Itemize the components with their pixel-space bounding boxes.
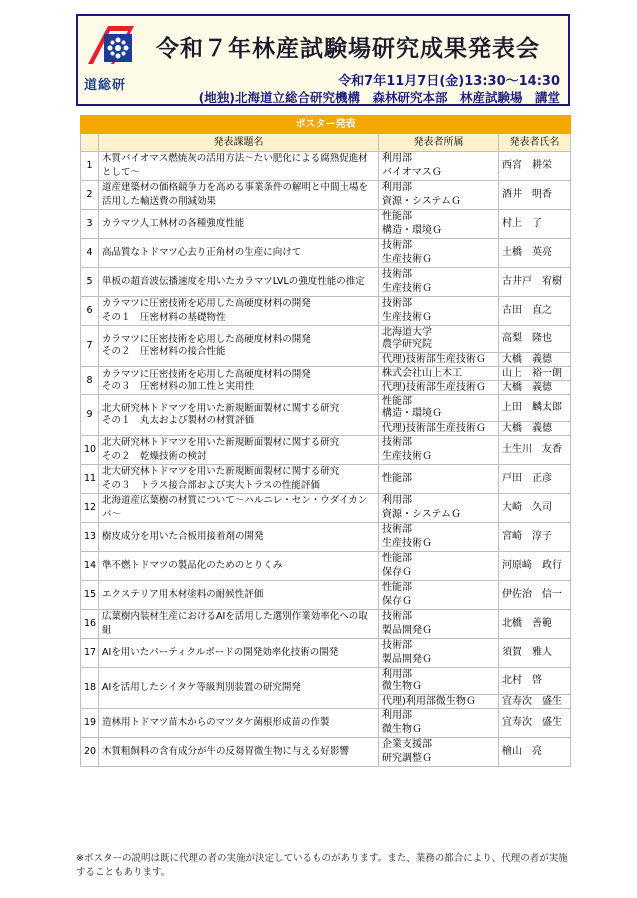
presentation-title: 広葉樹内装材生産におけるAIを活用した選別作業効率化への取組 — [99, 610, 379, 639]
presenter-name: 大崎 久司 — [499, 494, 571, 523]
presentation-title: 道産建築材の価格競争力を高める事業条件の解明と中間土場を活用した輸送費の削減効果 — [99, 181, 379, 210]
table-row — [81, 326, 571, 353]
presenter-name: 檜山 亮 — [499, 738, 571, 767]
row-number: 20 — [81, 738, 99, 767]
table-row — [81, 152, 571, 181]
row-number: 7 — [81, 326, 99, 367]
row-number: 8 — [81, 367, 99, 395]
col-header-name: 発表者氏名 — [499, 134, 571, 152]
presentation-title: 高品質なトドマツ心去り正角材の生産に向けて — [99, 239, 379, 268]
event-datetime: 令和7年11月7日(金)13:30～14:30 — [338, 74, 560, 89]
presenter-name: 宮崎 淳子 — [499, 523, 571, 552]
presenter-name: 河原﨑 政行 — [499, 552, 571, 581]
table-row — [81, 210, 571, 239]
table-row — [81, 709, 571, 738]
row-number: 6 — [81, 297, 99, 326]
table-row — [81, 668, 571, 695]
col-header-no — [81, 134, 99, 152]
table-row — [81, 639, 571, 668]
row-number: 9 — [81, 395, 99, 436]
presenter-name: 戸田 正彦 — [499, 465, 571, 494]
row-number: 17 — [81, 639, 99, 668]
poster-table-wrap — [80, 115, 570, 767]
presenter-affiliation: 利用部 資源・システムＧ — [379, 494, 499, 523]
footnote: ※ポスターの説明は既に代理の者の実施が決定しているものがあります。また、業務の都合により、代理の者が実施することもあります。 — [76, 853, 568, 878]
presenter-name: 伊佐治 信一 — [499, 581, 571, 610]
table-row — [81, 465, 571, 494]
presenter-name: 須賀 雅人 — [499, 639, 571, 668]
presenter-affiliation: 代理)技術部生産技術Ｇ — [379, 381, 499, 395]
table-row — [81, 581, 571, 610]
row-number: 14 — [81, 552, 99, 581]
presenter-name: 北橋 善範 — [499, 610, 571, 639]
table-row — [81, 268, 571, 297]
hokkaido-logo-icon — [88, 26, 134, 64]
presenter-name: 村上 了 — [499, 210, 571, 239]
presenter-affiliation: 利用部 バイオマスＧ — [379, 152, 499, 181]
presentation-title: 単板の超音波伝播速度を用いたカラマツLVLの強度性能の推定 — [99, 268, 379, 297]
header-box — [76, 14, 570, 106]
presenter-name: 西宮 耕栄 — [499, 152, 571, 181]
presenter-affiliation: 技術部 生産技術Ｇ — [379, 297, 499, 326]
presenter-affiliation: 技術部 製品開発Ｇ — [379, 639, 499, 668]
table-row — [81, 239, 571, 268]
row-number: 5 — [81, 268, 99, 297]
presentation-title: 造林用トドマツ苗木からのマツタケ菌根形成苗の作製 — [99, 709, 379, 738]
presenter-affiliation: 技術部 生産技術Ｇ — [379, 523, 499, 552]
table-row — [81, 395, 571, 422]
presenter-name: 古井戸 宥樹 — [499, 268, 571, 297]
row-number: 18 — [81, 668, 99, 709]
table-row — [81, 552, 571, 581]
presenter-affiliation: 性能部 構造・環境Ｇ — [379, 395, 499, 422]
presentation-title: 北大研究林トドマツを用いた新規断面製材に関する研究 その３ トラス接合部および実大トラスの性能評価 — [99, 465, 379, 494]
presenter-affiliation: 技術部 生産技術Ｇ — [379, 436, 499, 465]
presentation-title: 北海道産広葉樹の材質について～ハルニレ・セン・ウダイカンバ～ — [99, 494, 379, 523]
presenter-name: 大橋 義德 — [499, 422, 571, 436]
presenter-name: 北村 啓 — [499, 668, 571, 695]
col-header-title: 発表課題名 — [99, 134, 379, 152]
row-number: 15 — [81, 581, 99, 610]
presenter-affiliation: 代理)技術部生産技術Ｇ — [379, 353, 499, 367]
presenter-name: 宜寿次 盛生 — [499, 695, 571, 709]
presenter-affiliation: 代理)技術部生産技術Ｇ — [379, 422, 499, 436]
row-number: 1 — [81, 152, 99, 181]
presentation-title: 北大研究林トドマツを用いた新規断面製材に関する研究 その２ 乾燥技術の検討 — [99, 436, 379, 465]
event-venue: (地独)北海道立総合研究機構 森林研究本部 林産試験場 講堂 — [198, 90, 560, 105]
presentation-title: AIを活用したシイタケ等級判別装置の研究開発 — [99, 668, 379, 709]
presentation-title: 樹皮成分を用いた合板用接着剤の開発 — [99, 523, 379, 552]
row-number: 13 — [81, 523, 99, 552]
presenter-affiliation: 性能部 構造・環境Ｇ — [379, 210, 499, 239]
col-header-affiliation: 発表者所属 — [379, 134, 499, 152]
presenter-name: 古田 直之 — [499, 297, 571, 326]
presentation-title: カラマツに圧密技術を応用した高硬度材料の開発 その１ 圧密材料の基礎物性 — [99, 297, 379, 326]
presenter-affiliation: 代理)利用部微生物Ｇ — [379, 695, 499, 709]
row-number: 10 — [81, 436, 99, 465]
presentation-title: カラマツ人工林材の各種強度性能 — [99, 210, 379, 239]
presenter-name: 土橋 英亮 — [499, 239, 571, 268]
presentation-title: カラマツに圧密技術を応用した高硬度材料の開発 その３ 圧密材料の加工性と実用性 — [99, 367, 379, 395]
presenter-affiliation: 性能部 保存Ｇ — [379, 552, 499, 581]
presenter-name: 土生川 友香 — [499, 436, 571, 465]
presenter-affiliation: 性能部 — [379, 465, 499, 494]
presentation-title: 準不燃トドマツの製品化のためのとりくみ — [99, 552, 379, 581]
presenter-name: 酒井 明香 — [499, 181, 571, 210]
presentation-title: AIを用いたパーティクルボードの開発効率化技術の開発 — [99, 639, 379, 668]
table-body — [81, 152, 571, 767]
table-row — [81, 494, 571, 523]
presenter-name: 大橋 義德 — [499, 381, 571, 395]
presenter-affiliation: 性能部 保存Ｇ — [379, 581, 499, 610]
presenter-name: 大橋 義德 — [499, 353, 571, 367]
presenter-affiliation: 利用部 資源・システムＧ — [379, 181, 499, 210]
table-row — [81, 436, 571, 465]
table-row — [81, 738, 571, 767]
presentation-title: エクステリア用木材塗料の耐候性評価 — [99, 581, 379, 610]
row-number: 16 — [81, 610, 99, 639]
presenter-name: 山上 裕一朗 — [499, 367, 571, 381]
page-title: 令和７年林産試験場研究成果発表会 — [156, 36, 540, 62]
presentation-title: 北大研究林トドマツを用いた新規断面製材に関する研究 その１ 丸太および製材の材質評価 — [99, 395, 379, 436]
table-row — [81, 610, 571, 639]
row-number: 4 — [81, 239, 99, 268]
presenter-name: 上田 麟太郎 — [499, 395, 571, 422]
presentation-title: カラマツに圧密技術を応用した高硬度材料の開発 その２ 圧密材料の接合性能 — [99, 326, 379, 367]
presenter-name: 宜寿次 盛生 — [499, 709, 571, 738]
presenter-affiliation: 技術部 製品開発Ｇ — [379, 610, 499, 639]
row-number: 3 — [81, 210, 99, 239]
presentation-title: 木質バイオマス燃焼灰の活用方法～たい肥化による腐熟促進材として～ — [99, 152, 379, 181]
row-number: 12 — [81, 494, 99, 523]
presenter-affiliation: 利用部 微生物Ｇ — [379, 709, 499, 738]
presenter-affiliation: 技術部 生産技術Ｇ — [379, 268, 499, 297]
row-number: 2 — [81, 181, 99, 210]
table-row — [81, 367, 571, 381]
table-banner: ポスター発表 — [81, 116, 571, 134]
presenter-affiliation: 北海道大学 農学研究院 — [379, 326, 499, 353]
table-row — [81, 181, 571, 210]
row-number: 11 — [81, 465, 99, 494]
presenter-affiliation: 技術部 生産技術Ｇ — [379, 239, 499, 268]
presenter-affiliation: 企業支援部 研究調整Ｇ — [379, 738, 499, 767]
poster-table — [80, 115, 571, 767]
row-number: 19 — [81, 709, 99, 738]
presenter-affiliation: 株式会社山上木工 — [379, 367, 499, 381]
presentation-title: 木質粗飼料の含有成分が牛の反芻胃微生物に与える好影響 — [99, 738, 379, 767]
presenter-name: 高梨 隆也 — [499, 326, 571, 353]
presenter-affiliation: 利用部 微生物Ｇ — [379, 668, 499, 695]
table-row — [81, 523, 571, 552]
logo-text: 道総研 — [84, 78, 127, 93]
table-row — [81, 297, 571, 326]
